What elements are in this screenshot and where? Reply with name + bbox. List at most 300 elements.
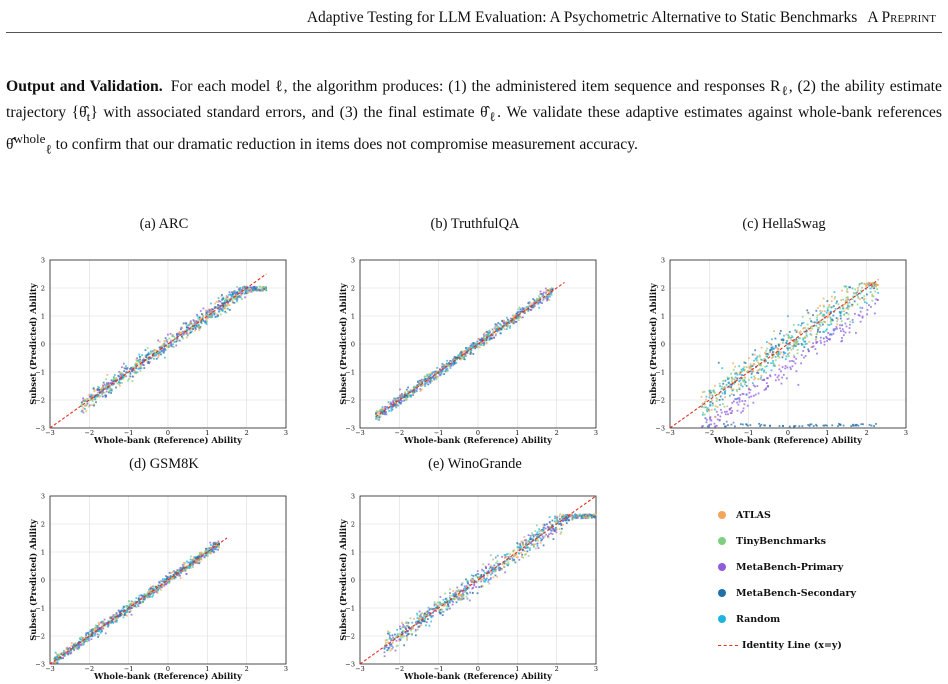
data-point — [121, 382, 123, 384]
data-point — [798, 324, 800, 326]
data-point — [747, 405, 749, 407]
data-point — [135, 367, 137, 369]
data-point — [783, 352, 785, 354]
data-point — [806, 309, 808, 311]
data-point — [831, 300, 833, 302]
data-point — [843, 425, 845, 427]
data-point — [487, 581, 489, 583]
data-point — [85, 410, 87, 412]
data-point — [79, 638, 81, 640]
data-point — [240, 294, 242, 296]
data-point — [831, 424, 833, 426]
data-point — [182, 564, 184, 566]
data-point — [390, 638, 392, 640]
data-point — [148, 361, 150, 363]
data-point — [559, 528, 561, 530]
data-point — [86, 404, 88, 406]
data-point — [180, 577, 182, 579]
data-point — [223, 303, 225, 305]
data-point — [480, 576, 482, 578]
data-point — [847, 296, 849, 298]
data-point — [721, 367, 723, 369]
data-point — [550, 532, 552, 534]
data-point — [730, 373, 732, 375]
data-point — [831, 296, 833, 298]
data-point — [513, 559, 515, 561]
data-point — [794, 363, 796, 365]
x-tick-label: −2 — [394, 429, 405, 437]
data-point — [762, 379, 764, 381]
data-point — [251, 287, 253, 289]
data-point — [481, 578, 483, 580]
data-point — [93, 405, 95, 407]
data-point — [536, 524, 538, 526]
data-point — [135, 597, 137, 599]
data-point — [384, 655, 386, 657]
data-point — [795, 338, 797, 340]
data-point — [221, 302, 223, 304]
y-tick-label: 1 — [40, 312, 45, 321]
data-point — [97, 392, 99, 394]
data-point — [744, 400, 746, 402]
data-point — [106, 374, 108, 376]
data-point — [185, 322, 187, 324]
data-point — [789, 360, 791, 362]
y-tick-label: 1 — [350, 312, 355, 321]
data-point — [519, 315, 521, 317]
data-point — [859, 283, 861, 285]
data-point — [195, 321, 197, 323]
data-point — [236, 300, 238, 302]
data-point — [561, 528, 563, 530]
data-point — [98, 634, 100, 636]
data-point — [426, 383, 428, 385]
running-header — [0, 8, 936, 28]
data-point — [553, 538, 555, 540]
data-point — [111, 379, 113, 381]
data-point — [778, 364, 780, 366]
data-point — [512, 550, 514, 552]
data-point — [175, 345, 177, 347]
data-point — [497, 322, 499, 324]
data-point — [841, 320, 843, 322]
data-point — [712, 390, 714, 392]
data-point — [848, 313, 850, 315]
data-point — [487, 575, 489, 577]
data-point — [111, 390, 113, 392]
data-point — [220, 313, 222, 315]
data-point — [416, 613, 418, 615]
data-point — [528, 540, 530, 542]
data-point — [81, 636, 83, 638]
data-point — [244, 293, 246, 295]
data-point — [454, 363, 456, 365]
data-point — [205, 309, 207, 311]
data-point — [712, 403, 714, 405]
data-point — [753, 363, 755, 365]
data-point — [538, 530, 540, 532]
data-point — [533, 546, 535, 548]
data-point — [417, 629, 419, 631]
data-point — [849, 327, 851, 329]
data-point — [382, 406, 384, 408]
data-point — [205, 319, 207, 321]
data-point — [199, 561, 201, 563]
x-tick-label: −2 — [394, 665, 405, 673]
data-point — [807, 324, 809, 326]
data-point — [727, 413, 729, 415]
data-point — [724, 396, 726, 398]
data-point — [431, 616, 433, 618]
data-point — [522, 545, 524, 547]
data-point — [390, 643, 392, 645]
data-point — [558, 515, 560, 517]
data-point — [168, 576, 170, 578]
data-point — [801, 425, 803, 427]
data-point — [748, 388, 750, 390]
data-point — [475, 586, 477, 588]
data-point — [566, 522, 568, 524]
data-point — [752, 382, 754, 384]
data-point — [533, 304, 535, 306]
data-point — [759, 368, 761, 370]
data-point — [747, 425, 749, 427]
data-point — [89, 399, 91, 401]
x-tick-label: 0 — [785, 429, 791, 437]
data-point — [386, 413, 388, 415]
x-tick-label: −3 — [665, 429, 675, 437]
data-point — [247, 289, 249, 291]
data-point — [704, 401, 706, 403]
y-axis-label: Subset (Predicted) Ability — [648, 283, 658, 405]
data-point — [733, 422, 735, 424]
data-point — [705, 406, 707, 408]
data-point — [839, 324, 841, 326]
data-point — [725, 387, 727, 389]
data-point — [188, 333, 190, 335]
data-point — [531, 532, 533, 534]
data-point — [705, 399, 707, 401]
data-point — [87, 632, 89, 634]
data-point — [775, 359, 777, 361]
data-point — [119, 611, 121, 613]
data-point — [712, 395, 714, 397]
data-point — [757, 370, 759, 372]
data-point — [395, 650, 397, 652]
data-point — [787, 347, 789, 349]
data-point — [534, 299, 536, 301]
data-point — [202, 315, 204, 317]
data-point — [174, 576, 176, 578]
data-point — [741, 369, 743, 371]
data-point — [391, 410, 393, 412]
data-point — [442, 614, 444, 616]
data-point — [471, 574, 473, 576]
y-axis-label: Subset (Predicted) Ability — [28, 283, 38, 405]
data-point — [392, 401, 394, 403]
data-point — [495, 562, 497, 564]
data-point — [152, 594, 154, 596]
data-point — [495, 335, 497, 337]
data-point — [477, 341, 479, 343]
data-point — [410, 630, 412, 632]
data-point — [571, 518, 573, 520]
data-point — [172, 571, 174, 573]
data-point — [807, 424, 809, 426]
data-point — [171, 335, 173, 337]
y-tick-label: −1 — [35, 368, 45, 377]
data-point — [218, 297, 220, 299]
data-point — [115, 614, 117, 616]
data-point — [183, 564, 185, 566]
data-point — [509, 325, 511, 327]
x-tick-label: −1 — [123, 665, 134, 673]
data-point — [720, 396, 722, 398]
data-point — [435, 376, 437, 378]
data-point — [851, 305, 853, 307]
data-point — [736, 390, 738, 392]
data-point — [854, 289, 856, 291]
data-point — [413, 386, 415, 388]
data-point — [449, 588, 451, 590]
data-point — [542, 293, 544, 295]
data-point — [397, 397, 399, 399]
y-tick-label: 2 — [350, 284, 355, 293]
data-point — [260, 286, 262, 288]
data-point — [176, 334, 178, 336]
data-point — [483, 334, 485, 336]
data-point — [418, 618, 420, 620]
data-point — [148, 352, 150, 354]
data-point — [823, 338, 825, 340]
y-axis-label: Subset (Predicted) Ability — [338, 283, 348, 405]
data-point — [716, 411, 718, 413]
data-point — [208, 553, 210, 555]
data-point — [131, 614, 133, 616]
data-point — [831, 319, 833, 321]
y-tick-label: −2 — [345, 396, 355, 405]
data-point — [375, 418, 377, 420]
data-point — [164, 357, 166, 359]
y-tick-label: 0 — [350, 340, 355, 349]
data-point — [785, 358, 787, 360]
data-point — [705, 417, 707, 419]
data-point — [726, 421, 728, 423]
data-point — [781, 377, 783, 379]
data-point — [503, 320, 505, 322]
data-point — [159, 341, 161, 343]
data-point — [875, 423, 877, 425]
data-point — [83, 407, 85, 409]
data-point — [785, 365, 787, 367]
data-point — [827, 332, 829, 334]
data-point — [507, 561, 509, 563]
data-point — [809, 318, 811, 320]
data-point — [803, 357, 805, 359]
data-point — [483, 342, 485, 344]
data-point — [488, 583, 490, 585]
data-point — [529, 547, 531, 549]
data-point — [253, 287, 255, 289]
data-point — [170, 572, 172, 574]
data-point — [589, 516, 591, 518]
data-point — [751, 377, 753, 379]
data-point — [743, 393, 745, 395]
data-point — [454, 593, 456, 595]
paragraph-text-5: to confirm that our dramatic reduction in items does not compromise measurement accuracy. — [51, 136, 638, 154]
legend-label-identity-line: Identity Line (x=y) — [742, 639, 842, 651]
data-point — [735, 377, 737, 379]
data-point — [743, 381, 745, 383]
paragraph-text-2: , (2) the ability estimate trajectory {θ̂ — [6, 78, 942, 122]
data-point — [507, 326, 509, 328]
subscript-l: ℓ — [780, 83, 789, 99]
data-point — [408, 622, 410, 624]
data-point — [220, 308, 222, 310]
data-point — [791, 360, 793, 362]
data-point — [522, 316, 524, 318]
data-point — [518, 559, 520, 561]
data-point — [109, 390, 111, 392]
data-point — [132, 601, 134, 603]
data-point — [495, 333, 497, 335]
data-point — [81, 404, 83, 406]
data-point — [424, 620, 426, 622]
data-point — [134, 372, 136, 374]
data-point — [497, 555, 499, 557]
data-point — [441, 609, 443, 611]
data-point — [143, 364, 145, 366]
data-point — [487, 333, 489, 335]
data-point — [110, 617, 112, 619]
data-point — [764, 389, 766, 391]
x-tick-label: 1 — [205, 429, 210, 437]
data-point — [725, 413, 727, 415]
data-point — [525, 539, 527, 541]
data-point — [470, 351, 472, 353]
data-point — [860, 311, 862, 313]
data-point — [486, 339, 488, 341]
data-point — [427, 610, 429, 612]
data-point — [819, 324, 821, 326]
data-point — [722, 383, 724, 385]
data-point — [824, 321, 826, 323]
data-point — [714, 392, 716, 394]
data-point — [741, 371, 743, 373]
data-point — [524, 308, 526, 310]
data-point — [419, 380, 421, 382]
data-point — [742, 424, 744, 426]
data-point — [396, 629, 398, 631]
data-point — [775, 379, 777, 381]
data-point — [742, 368, 744, 370]
data-point — [828, 324, 830, 326]
data-point — [797, 352, 799, 354]
data-point — [258, 289, 260, 291]
data-point — [495, 557, 497, 559]
data-point — [852, 287, 854, 289]
data-point — [800, 362, 802, 364]
data-point — [472, 580, 474, 582]
data-point — [71, 642, 73, 644]
data-point — [153, 586, 155, 588]
data-point — [834, 329, 836, 331]
data-point — [712, 405, 714, 407]
legend-marker-metabench-secondary — [718, 589, 726, 597]
data-point — [473, 585, 475, 587]
data-point — [767, 362, 769, 364]
data-point — [536, 543, 538, 545]
data-point — [714, 416, 716, 418]
data-point — [122, 378, 124, 380]
data-point — [581, 517, 583, 519]
data-point — [778, 375, 780, 377]
data-point — [398, 401, 400, 403]
data-point — [770, 375, 772, 377]
data-point — [827, 324, 829, 326]
data-point — [795, 344, 797, 346]
data-point — [548, 533, 550, 535]
data-point — [763, 379, 765, 381]
data-point — [784, 368, 786, 370]
data-point — [744, 377, 746, 379]
data-point — [727, 378, 729, 380]
data-point — [787, 349, 789, 351]
data-point — [464, 587, 466, 589]
data-point — [496, 560, 498, 562]
data-point — [782, 339, 784, 341]
data-point — [415, 630, 417, 632]
data-point — [765, 372, 767, 374]
data-point — [516, 542, 518, 544]
data-point — [197, 556, 199, 558]
data-point — [730, 424, 732, 426]
data-point — [153, 592, 155, 594]
data-point — [862, 423, 864, 425]
data-point — [760, 375, 762, 377]
data-point — [858, 425, 860, 427]
data-point — [731, 381, 733, 383]
data-point — [432, 376, 434, 378]
data-point — [758, 423, 760, 425]
data-point — [749, 424, 751, 426]
data-point — [428, 607, 430, 609]
data-point — [84, 405, 86, 407]
data-point — [230, 294, 232, 296]
data-point — [209, 309, 211, 311]
data-point — [216, 314, 218, 316]
data-point — [406, 637, 408, 639]
data-point — [874, 291, 876, 293]
data-point — [551, 287, 553, 289]
y-tick-label: −3 — [35, 660, 45, 669]
data-point — [845, 308, 847, 310]
data-point — [210, 553, 212, 555]
data-point — [788, 355, 790, 357]
data-point — [436, 608, 438, 610]
data-point — [865, 285, 867, 287]
data-point — [76, 648, 78, 650]
data-point — [499, 323, 501, 325]
data-point — [488, 331, 490, 333]
data-point — [721, 386, 723, 388]
data-point — [765, 387, 767, 389]
data-point — [859, 315, 861, 317]
x-tick-label: 3 — [283, 665, 289, 673]
data-point — [394, 399, 396, 401]
data-point — [502, 327, 504, 329]
data-point — [439, 372, 441, 374]
